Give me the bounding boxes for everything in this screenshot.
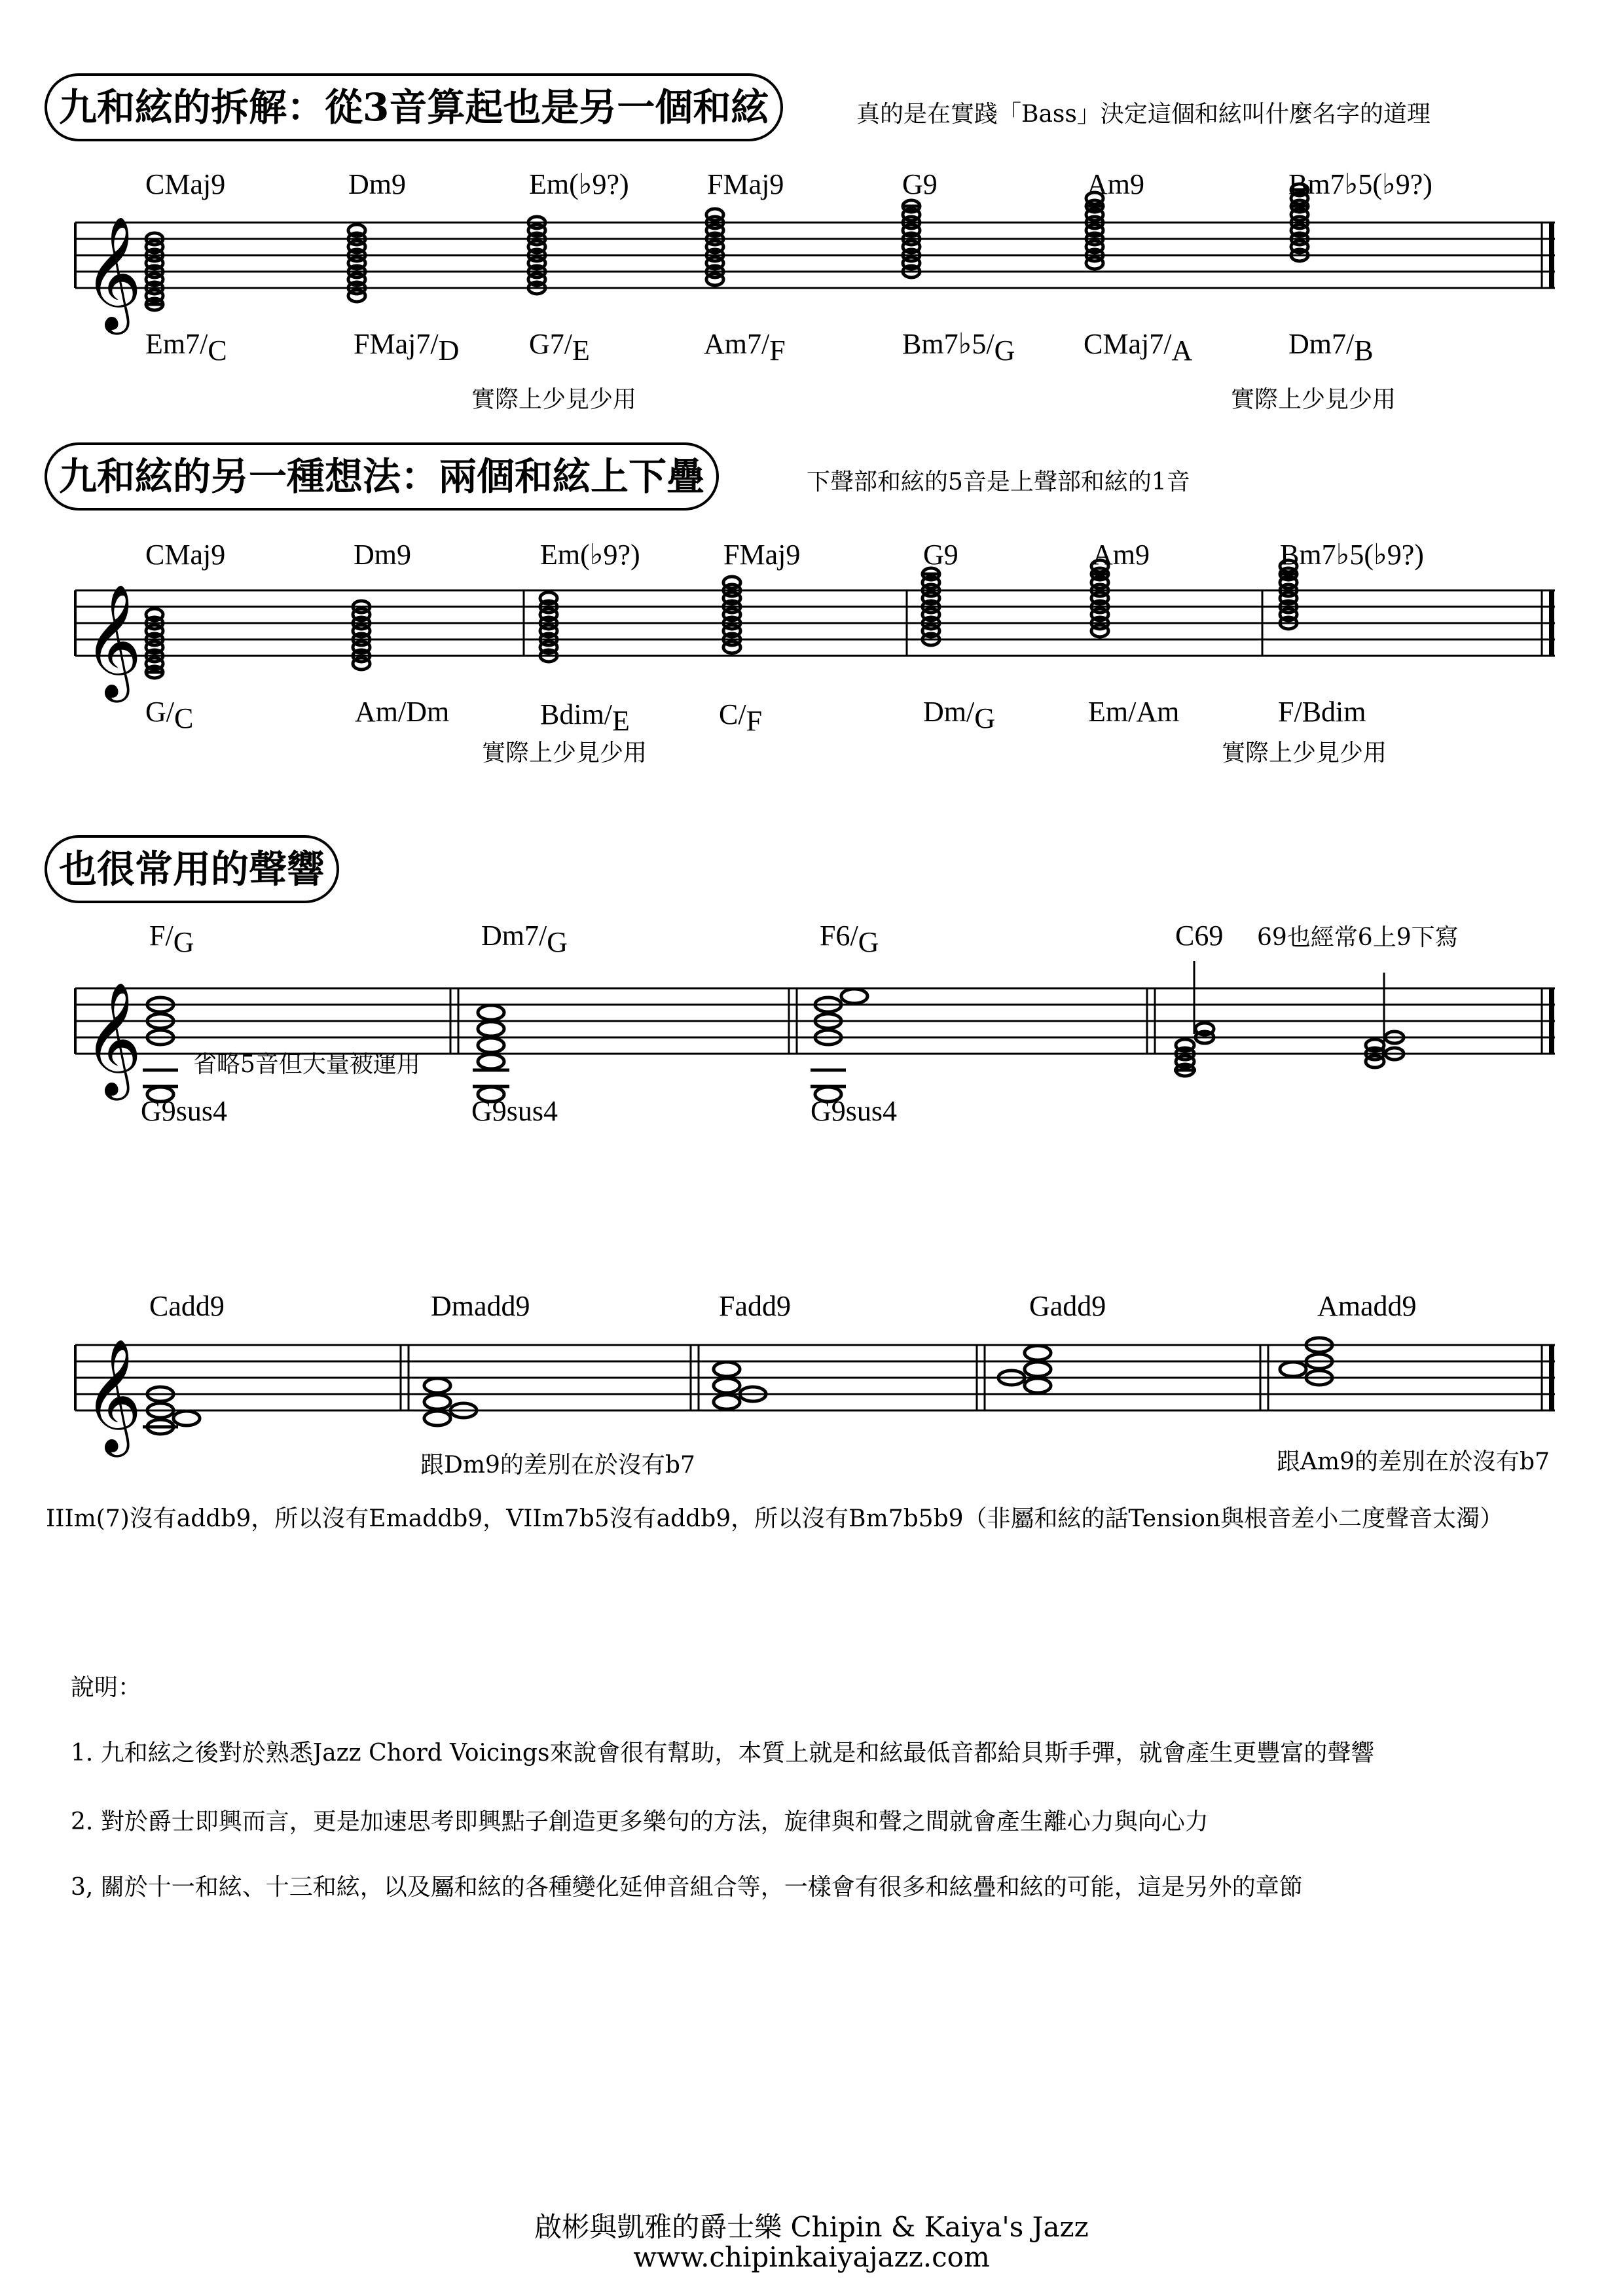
s3-c69-note: 69也經常6上9下寫 [1257, 924, 1459, 951]
s2-chord-top-5: G9 [923, 539, 958, 571]
s2-chord-top-4: FMaj9 [723, 539, 801, 571]
footer-url[interactable]: www.chipinkaiyajazz.com [633, 2241, 990, 2273]
footer-title: 啟彬與凱雅的爵士樂 Chipin & Kaiya's Jazz [534, 2211, 1089, 2243]
s4-note-dm9: 跟Dm9的差別在於沒有b7 [420, 1452, 695, 1479]
s2-chord-top-1: CMaj9 [145, 539, 226, 571]
s1-chord-top-1: CMaj9 [145, 168, 226, 200]
s1-chord-top-5: G9 [902, 168, 938, 200]
section2-title: 九和絃的另一種想法：兩個和絃上下疊 [45, 442, 719, 511]
s2-chord-bottom-3: Bdim/E [540, 698, 630, 737]
notes-heading: 說明： [71, 1674, 142, 1701]
s3-chord-bottom-3: G9sus4 [811, 1095, 898, 1127]
s2-chord-top-2: Dm9 [354, 539, 411, 571]
s2-chord-bottom-4: C/F [719, 698, 763, 737]
s1-chord-bottom-6: CMaj7/A [1084, 328, 1193, 367]
s4-chord-3: Fadd9 [719, 1290, 791, 1322]
s1-chord-bottom-2: FMaj7/D [354, 328, 460, 367]
s1-chord-bottom-4: Am7/F [704, 328, 786, 367]
s4-chord-1: Cadd9 [149, 1290, 225, 1322]
s2-rare-note-1: 實際上少見少用 [482, 740, 647, 766]
section2-subtitle: 下聲部和絃的5音是上聲部和絃的1音 [807, 469, 1190, 495]
s4-chord-4: Gadd9 [1029, 1290, 1106, 1322]
s4-chord-2: Dmadd9 [431, 1290, 530, 1322]
section1-title: 九和絃的拆解：從3音算起也是另一個和絃 [45, 73, 783, 141]
s4-note-am9: 跟Am9的差別在於沒有b7 [1277, 1448, 1550, 1475]
s2-chord-bottom-6: Em/Am [1088, 696, 1180, 728]
notes-item-1: 1. 九和絃之後對於熟悉Jazz Chord Voicings來說會很有幫助，本質上就是和絃最低音都給貝斯手彈，就會產生更豐富的聲響 [71, 1740, 1375, 1767]
s1-chord-top-2: Dm9 [348, 168, 406, 200]
s2-chord-bottom-2: Am/Dm [355, 696, 450, 728]
treble-clef-icon: 𝄞 [84, 584, 142, 698]
s1-rare-note-1: 實際上少見少用 [471, 386, 637, 413]
s1-notes [145, 184, 1309, 310]
treble-clef-icon: 𝄞 [84, 1338, 142, 1452]
s4-chord-5: Amadd9 [1317, 1290, 1417, 1322]
s2-chord-top-6: Am9 [1092, 539, 1150, 571]
s2-staff [0, 564, 1623, 721]
s3-chord-bottom-1: G9sus4 [141, 1095, 228, 1127]
s2-chord-bottom-5: Dm/G [923, 696, 996, 734]
s1-chord-bottom-1: Em7/C [145, 328, 227, 367]
s2-rare-note-2: 實際上少見少用 [1222, 740, 1387, 766]
s3-chord-top-3: F6/G [820, 920, 879, 958]
s1-chord-top-7: Bm7♭5(♭9?) [1288, 168, 1432, 200]
s1-chord-top-6: Am9 [1087, 168, 1144, 200]
s1-chord-top-4: FMaj9 [707, 168, 784, 200]
s3-chord-top-4: C69 [1175, 920, 1224, 952]
s2-notes [145, 560, 1298, 678]
s3-omit-note: 省略5音但大量被運用 [193, 1051, 420, 1078]
s2-chord-bottom-7: F/Bdim [1278, 696, 1366, 728]
s3-chord-top-1: F/G [149, 920, 194, 958]
s4-notes [143, 1338, 1332, 1434]
s2-chord-bottom-1: G/C [145, 696, 194, 734]
s1-chord-bottom-3: G7/E [529, 328, 590, 367]
s3-notes [143, 961, 1404, 1102]
s3-chord-bottom-2: G9sus4 [471, 1095, 558, 1127]
s1-chord-top-3: Em(♭9?) [529, 168, 629, 200]
s3-chord-top-2: Dm7/G [481, 920, 568, 958]
notes-item-3: 3, 關於十一和絃、十三和絃，以及屬和絃的各種變化延伸音組合等，一樣會有很多和絃疊和絃的可能，這是另外的章節 [71, 1874, 1303, 1901]
s1-rare-note-2: 實際上少見少用 [1231, 386, 1396, 413]
s2-chord-top-3: Em(♭9?) [540, 539, 640, 571]
section3-title: 也很常用的聲響 [45, 835, 339, 903]
s2-chord-top-7: Bm7♭5(♭9?) [1280, 539, 1424, 571]
section1-subtitle: 真的是在實踐「Bass」決定這個和絃叫什麼名字的道理 [856, 101, 1431, 128]
s4-explanation: IIIm(7)沒有addb9，所以沒有Emaddb9，VIIm7b5沒有addb9，所以沒有Bm7b5b9（非屬和絃的話Tension與根音差小二度聲音太濁） [46, 1505, 1504, 1532]
notes-item-2: 2. 對於爵士即興而言，更是加速思考即興點子創造更多樂句的方法，旋律與和聲之間就會產生離心力與向心力 [71, 1808, 1209, 1835]
treble-clef-icon: 𝄞 [84, 982, 142, 1096]
s1-staff [0, 196, 1623, 367]
treble-clef-icon: 𝄞 [84, 216, 142, 330]
s1-chord-bottom-7: Dm7/B [1288, 328, 1374, 367]
s1-chord-bottom-5: Bm7♭5/G [902, 328, 1015, 367]
s4-staff [0, 1319, 1623, 1463]
